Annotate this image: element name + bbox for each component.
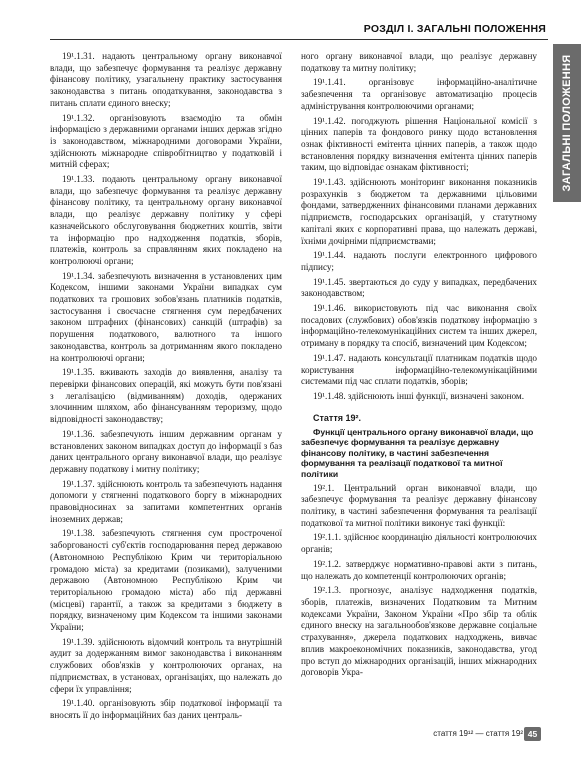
paragraph: 19¹.1.32. організовують взаємодію та обмін інформацією з державними органами інших держав згідно із законодавством, міжнародними договорами України, здійснюють міжнародне співробітництво у податковій і митній сферах;	[50, 112, 282, 170]
paragraph: 19¹.1.37. здійснюють контроль та забезпечують надання допомоги у стягненні податкового боргу в міжнародних правовідносинах за запитами компетентних органів іноземних держав;	[50, 478, 282, 524]
paragraph: 19¹.1.35. вживають заходів до виявлення, аналізу та перевірки фінансових операцій, які можуть бути пов'язані з легалізацією (відмиванням) доходів, одержаних злочинним шляхом, або фінансуванням тероризму, щодо відповідності законодавству;	[50, 367, 282, 425]
paragraph-continuation: ного органу виконавчої влади, що реалізує державну податкову та митну політику;	[301, 51, 537, 73]
page-number: 45	[524, 727, 541, 741]
paragraph: 19¹.1.33. подають центральному органу виконавчої влади, що забезпечує формування та реалізує державну фінансову політику, та центральному органу виконавчої влади, що реалізує державну політику у сфері казначейського обслуговування бюджетних коштів, звіти та інформацію про надходження податків, зборів, платежів, контроль за справлянням яких покладено на контролюючі органи;	[50, 174, 282, 266]
paragraph: 19¹.1.36. забезпечують іншим державним органам у встановлених законом випадках доступ до інформації з баз даних центрального органу виконавчої влади, що реалізує державну податкову і митну політику;	[50, 428, 282, 474]
side-tab-label: ЗАГАЛЬНІ ПОЛОЖЕННЯ	[561, 54, 573, 192]
paragraph: 19¹.1.47. надають консультації платникам податків щодо користування інформаційно-телекомунікаційними системами під час сплати податків, зборів;	[301, 352, 537, 387]
paragraph: 19¹.1.34. забезпечують визначення в установлених цим Кодексом, іншими законами України випадках сум податкових та грошових зобов'язань платників податків, застосування і своєчасне стягнення сум передбачених законом штрафних (фінансових) санкцій (штрафів) за порушення податкового, валютного та іншого законодавства, контроль за дотриманням якого покладено на контролюючі органи;	[50, 270, 282, 363]
paragraph: 19¹.1.31. надають центральному органу виконавчої влади, що забезпечує формування та реалізує державну фінансову політику, узагальнену практику застосування законодавства з питань оподаткування, законодавства з питань сплати єдиного внеску;	[50, 51, 282, 108]
paragraph: 19¹.1.39. здійснюють відомчий контроль та внутрішній аудит за додержанням вимог законодавства і виконанням службових обов'язків у контролюючих органах, на підприємствах, в установах, організаціях, що належать до сфери їх управління;	[50, 636, 282, 694]
article-heading	[301, 413, 537, 480]
page-header	[0, 22, 548, 40]
paragraph: 19¹.1.46. використовують під час виконання своїх посадових (службових) обов'язків податкову інформацію з інформаційно-телекомунікаційних систем та інших джерел, отриману в порядку та спосіб, визначений цим Кодексом;	[301, 303, 537, 349]
paragraph: 19².1.2. затверджує нормативно-правові акти з питань, що належать до компетенції контролюючих органів;	[301, 558, 537, 581]
left-column	[50, 51, 282, 725]
footer-article-range: стаття 19¹² — стаття 19²	[433, 729, 523, 738]
page-footer	[0, 727, 581, 741]
section-title: РОЗДІЛ І. ЗАГАЛЬНІ ПОЛОЖЕННЯ	[363, 23, 546, 35]
header-rule	[50, 39, 548, 40]
paragraph: 19².1.3. прогнозує, аналізує надходження податків, зборів, платежів, визначених Податковим та Митним кодексами України, Законом України «Про збір та облік єдиного внеску на загальнообов'язкове державне соціальне страхування», джерела податкових надходжень, вивчає вплив макроекономічних показників, законодавства, угод про вступ до міжнародних організацій, інших міжнародних договорів Укра-	[301, 585, 537, 678]
paragraph: 19¹.1.48. здійснюють інші функції, визначені законом.	[313, 390, 525, 401]
paragraph: 19².1. Центральний орган виконавчої влади, що забезпечує формування та реалізує державну фінансову політику, в частині забезпечення формування та реалізації податкової та митної політики виконує такі функції:	[301, 482, 537, 528]
paragraph: 19¹.1.45. звертаються до суду у випадках, передбачених законодавством;	[301, 276, 537, 299]
article-title: Функції центрального органу виконавчої влади, що забезпечує формування та реалізує державну фінансову політику, в частині забезпечення формування та реалізації податкової та митної політики	[301, 426, 534, 480]
paragraph: 19¹.1.44. надають послуги електронного цифрового підпису;	[301, 250, 537, 272]
article-number: Стаття 19².	[313, 412, 361, 423]
paragraph-continued: 19¹.1.40. організовують збір податкової інформації та вносять її до інформаційних баз даних централь-	[50, 698, 282, 720]
section-side-tab	[553, 44, 581, 202]
right-column	[301, 51, 537, 682]
paragraph: 19².1.1. здійснює координацію діяльності контролюючих органів;	[301, 532, 537, 555]
paragraph: 19¹.1.41. організовує інформаційно-аналітичне забезпечення та організовує автоматизацію процесів адміністрування контролюючими органами;	[301, 77, 537, 111]
paragraph: 19¹.1.38. забезпечують стягнення сум простроченої заборгованості суб'єктів господарювання перед державою (Автономною Республікою Крим чи територіальною громадою міста) за кредитами (позиками), залученими державою (Автономною Республікою Крим чи територіальною громадою міста) або під державні (місцеві) гарантії, а також за кредитами з бюджету в порядку, визначеному цим Кодексом та іншими законами України;	[50, 528, 282, 633]
paragraph: 19¹.1.42. погоджують рішення Національної комісії з цінних паперів та фондового ринку щодо встановлення ознак фіктивності емітента цінних паперів, а також щодо встановлення порядку визначення емітента цінних паперів таким, що відповідає ознакам фіктивності;	[301, 115, 537, 173]
paragraph: 19¹.1.43. здійснюють моніторинг виконання показників розрахунків з бюджетом та державними цільовими фондами, затвердженних фінансовими планами державних підприємств, господарських організацій, у статутному капіталі яких є корпоративні права, що належать державі, їхніми дочірніми підприємствами;	[301, 177, 537, 246]
